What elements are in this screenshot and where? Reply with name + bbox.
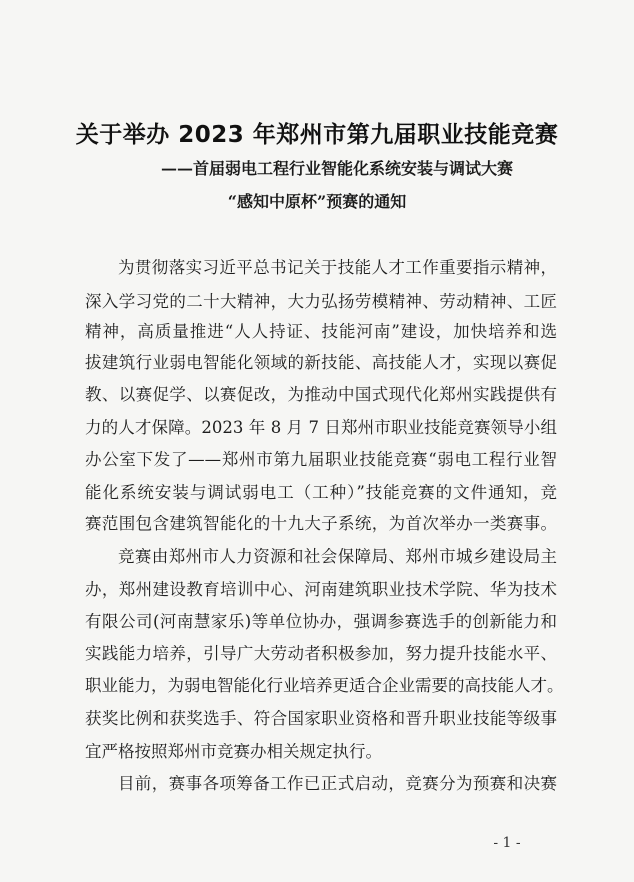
paragraph-line: 拔建筑行业弱电智能化领域的新技能、高技能人才，实现以赛促: [85, 353, 557, 372]
document-title: 关于举办 2023 年郑州市第九届职业技能竞赛: [75, 122, 559, 148]
paragraph-line: 精神，高质量推进“人人持证、技能河南”建设，加快培养和选: [85, 322, 557, 341]
paragraph-line: 赛范围包含建筑智能化的十九大子系统，为首次举办一类赛事。: [85, 514, 557, 533]
document-subtitle-2: “感知中原杯”预赛的通知: [227, 192, 407, 211]
document-subtitle: ——首届弱电工程行业智能化系统安装与调试大赛: [160, 159, 513, 178]
paragraph-line: 办公室下发了——郑州市第九届职业技能竞赛“弱电工程行业智: [85, 450, 557, 469]
page-number: - 1 -: [493, 835, 521, 851]
paragraph-line: 教、以赛促学、以赛促改，为推动中国式现代化郑州实践提供有: [85, 385, 557, 404]
paragraph-line: 深入学习党的二十大精神，大力弘扬劳模精神、劳动精神、工匠: [85, 292, 557, 311]
paragraph-line: 办，郑州建设教育培训中心、河南建筑职业技术学院、华为技术: [85, 580, 557, 599]
paragraph-line: 职业能力，为弱电智能化行业培养更适合企业需要的高技能人才。: [85, 676, 564, 695]
paragraph-line: 目前，赛事各项筹备工作已正式启动，竞赛分为预赛和决赛: [118, 774, 557, 793]
paragraph-line: 获奖比例和获奖选手、符合国家职业资格和晋升职业技能等级事: [85, 709, 557, 728]
paragraph-line: 宜严格按照郑州市竞赛办相关规定执行。: [85, 742, 382, 761]
paragraph-line: 有限公司(河南慧家乐)等单位协办，强调参赛选手的创新能力和: [85, 612, 557, 631]
paragraph-line: 为贯彻落实习近平总书记关于技能人才工作重要指示精神，: [118, 258, 557, 277]
paragraph-line: 竞赛由郑州市人力资源和社会保障局、郑州市城乡建设局主: [118, 547, 557, 566]
paragraph-line: 力的人才保障。2023 年 8 月 7 日郑州市职业技能竞赛领导小组: [85, 418, 557, 437]
paragraph-line: 实践能力培养，引导广大劳动者积极参加，努力提升技能水平、: [85, 644, 557, 663]
paragraph-line: 能化系统安装与调试弱电工（工种）”技能竞赛的文件通知，竞: [85, 483, 557, 502]
